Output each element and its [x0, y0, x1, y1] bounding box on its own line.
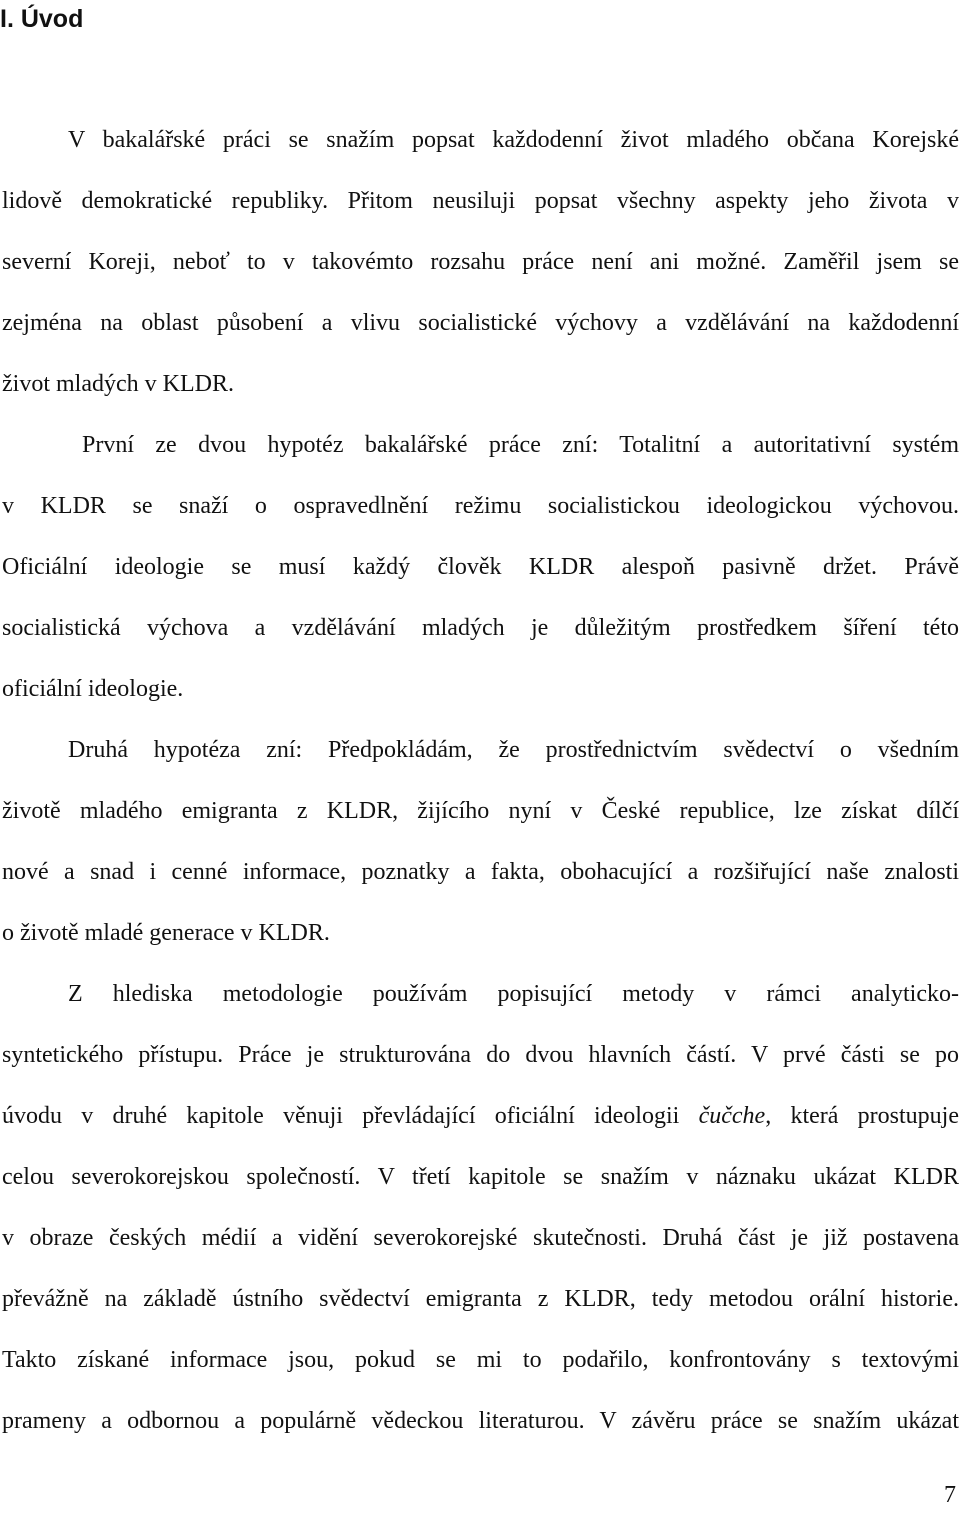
text-line: v KLDR se snaží o ospravedlnění režimu socialistickou ideologickou výchovou.: [2, 493, 959, 519]
text-line: syntetického přístupu. Práce je strukturována do dvou hlavních částí. V prvé části se po: [2, 1042, 959, 1068]
text-line: oficiální ideologie.: [2, 676, 184, 702]
text-line: Z hlediska metodologie používám popisující metody v rámci analyticko-: [68, 981, 959, 1007]
text-line: V bakalářské práci se snažím popsat každodenní život mladého občana Korejské: [68, 127, 959, 153]
section-heading: I. Úvod: [0, 5, 84, 33]
text-line: [2, 1099, 959, 1133]
text-line: zejména na oblast působení a vlivu socialistické výchovy a vzdělávání na každodenní: [2, 310, 959, 336]
text-line: životě mladého emigranta z KLDR, žijícího nyní v České republice, lze získat dílčí: [2, 798, 959, 824]
text-line: lidově demokratické republiky. Přitom neusiluji popsat všechny aspekty jeho života v: [2, 188, 959, 214]
text-line: Takto získané informace jsou, pokud se mi to podařilo, konfrontovány s textovými: [2, 1347, 959, 1373]
text-line: Druhá hypotéza zní: Předpokládám, že prostřednictvím svědectví o všedním: [68, 737, 959, 763]
text-line: celou severokorejskou společností. V třetí kapitole se snažím v náznaku ukázat KLDR: [2, 1164, 959, 1190]
text-line: v obraze českých médií a vidění severokorejské skutečnosti. Druhá část je již postavena: [2, 1225, 959, 1251]
italic-term: čučche: [698, 1103, 766, 1129]
text-segment: , která prostupuje: [765, 1103, 959, 1129]
text-line: prameny a odbornou a populárně vědeckou literaturou. V závěru práce se snažím ukázat: [2, 1408, 959, 1434]
text-line: Oficiální ideologie se musí každý člověk KLDR alespoň pasivně držet. Právě: [2, 554, 959, 580]
text-line: o životě mladé generace v KLDR.: [2, 920, 330, 946]
text-line: nové a snad i cenné informace, poznatky a fakta, obohacující a rozšiřující naše znalosti: [2, 859, 959, 885]
text-line: socialistická výchova a vzdělávání mladých je důležitým prostředkem šíření této: [2, 615, 959, 641]
text-segment: úvodu v druhé kapitole věnuji převládající oficiální ideologii: [2, 1103, 699, 1129]
text-line: severní Koreji, neboť to v takovémto rozsahu práce není ani možné. Zaměřil jsem se: [2, 249, 959, 275]
text-line: život mladých v KLDR.: [2, 371, 234, 397]
text-line: První ze dvou hypotéz bakalářské práce zní: Totalitní a autoritativní systém: [82, 432, 959, 458]
page-number: 7: [944, 1482, 956, 1508]
text-line: převážně na základě ústního svědectví emigranta z KLDR, tedy metodou orální historie.: [2, 1286, 959, 1312]
